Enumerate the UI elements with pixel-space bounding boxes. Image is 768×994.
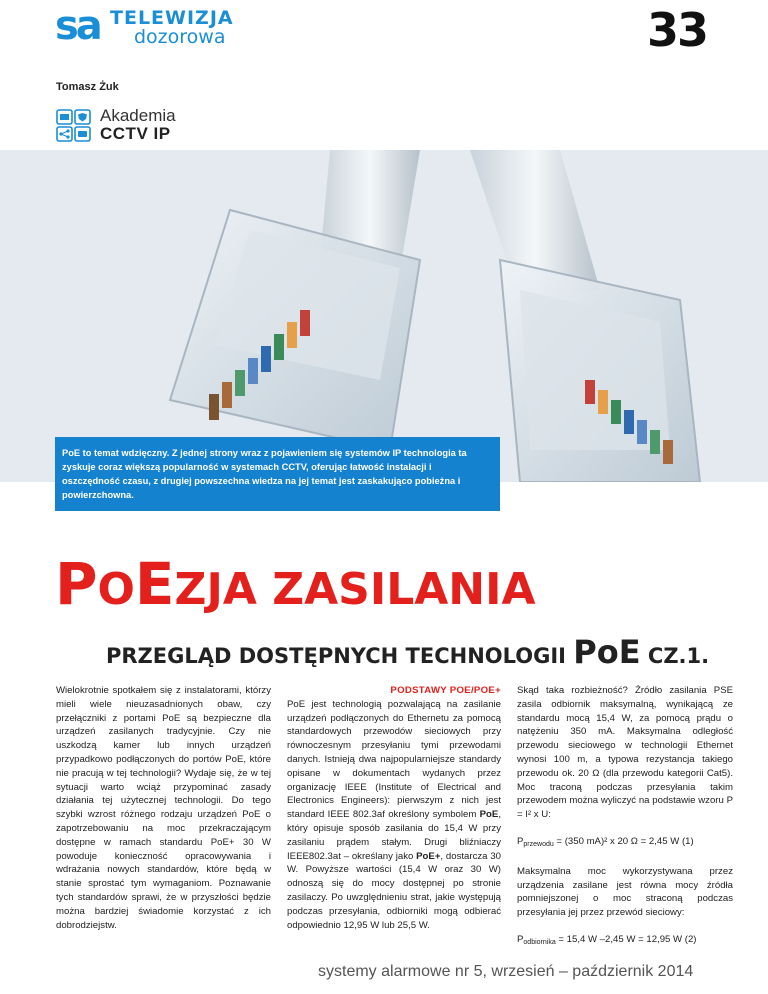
article-subtitle: PRZEGLĄD DOSTĘPNYCH TECHNOLOGII PoE CZ.1. — [106, 633, 710, 671]
logo-telewizja: TELEWIZJA — [110, 7, 234, 29]
body-column-1: Wielokrotnie spotkałem się z instalatorami, którzy mieli wiele nieuzasadnionych obaw, czy przełączniki z portami PoE są bezpieczne dla urządzeń zasilanych tradycyjnie. Czy nie uszkodzą kamer lub innych urządzeń przypadkowo podłączonych do portów PoE, które nie pracują w tej technologii? Wydaje się, że w tej sytuacji warto wciąż przypominać zasady działania tej użytecznej technologii. Do tego szybki wzrost różnego rodzaju urządzeń PoE o zapotrzebowaniu na moc przekraczającym dostępne w ramach standardu PoE+ 30 W powoduje konieczność opracowywania i wdrażania nowych standardów, które będą w stanie sprostać tym wymaganiom. Poznawanie tych standardów sprawi, że w przyszłości będzie można bardziej świadomie korzystać z ich dobrodziejstw. — [56, 685, 271, 931]
body-column-3 — [517, 684, 733, 963]
page-number-box — [620, 0, 734, 60]
lead-text: PoE to temat wdzięczny. Z jednej strony wraz z pojawieniem się systemów IP technologia ta zyskuje coraz większą popularność w systemach CCTV, oferując łatwość instalacji i oszczędność czasu, z drugiej powszechna wiedza na jej temat jest zaskakująco pobieżna i powierzchowna. — [62, 448, 467, 500]
formula-2: $P_{odbiornika} = 15,4$ W –2,45 W = 12,95 W (2) — [517, 933, 697, 946]
section-heading: PODSTAWY POE/POE+ — [390, 685, 501, 696]
akademia-icons — [56, 109, 92, 143]
article-title: POEZJA ZASILANIA — [55, 550, 536, 618]
paragraph: Maksymalna moc wykorzystywana przez urządzenia zasilane jest równa mocy źródła pomniejszonej o moc straconą podczas przesyłania jej przez przewód sieciowy: — [517, 865, 733, 919]
shield-icon — [75, 110, 90, 124]
monitor-icon — [57, 110, 72, 124]
cctv-ip-label: CCTV IP — [100, 124, 171, 143]
footer-magazine-info: systemy alarmowe nr 5, wrzesień – październik 2014 — [318, 963, 694, 980]
akademia-label: Akademia — [100, 106, 176, 125]
formula-1: $P_{przewodu} = (350$ mA)² x 20 Ω = 2,45 W (1) — [517, 835, 694, 848]
network-icon — [57, 127, 72, 141]
logo-sa: sa — [55, 3, 100, 49]
camera-box-icon — [75, 127, 90, 141]
body-column-2: PODSTAWY POE/POE+ PoE jest technologią pozwalającą na zasilanie urządzeń podłączonych do Ethernetu za pomocą standardowych przewodów sieciowych przy równoczesnym przesyłaniu tymi przewodami danych. Istnieją dwa najpopularniejsze standardy opisane w dokumentach wydanych przez organizację IEEE (Institute of Electrical and Electronics Engineers): pierwszym z nich jest standard IEEE 802.3af określony symbolem PoE, który opisuje sposób zasilania do 15,4 W przy zasilaniu prądem stałym. Drugi bliźniaczy IEEE802.3at – określany jako PoE+, dostarcza 30 W. Powyższe wartości (15,4 W oraz 30 W) odnoszą się do mocy dostępnej po stronie zasilaczy. Po uwzględnieniu strat, jakie występują podczas przesyłania, odbiorniki mogą odbierać odpowiednio 12,95 W lub 25,5 W. — [287, 685, 501, 931]
author-name: Tomasz Żuk — [56, 81, 119, 93]
paragraph: Skąd taka rozbieżność? Źródło zasilania PSE zasila odbiornik maksymalną, wynikającą ze standardu mocą 15,4 W, za pomocą prądu o natężeniu 350 mA. Maksymalna odległość przewodu sieciowego w technologii Ethernet wynosi 100 m, a typowa rezystancja takiego przewodu ok. 20 Ω (dla przewodu kategorii Cat5). Moc traconą podczas przesyłania takim przewodem można wyliczyć na podstawie wzoru P = I² x U: — [517, 685, 733, 821]
rj45-connectors-photo — [0, 150, 768, 482]
logo-dozorowa: dozorowa — [134, 26, 226, 48]
page-number: 33 — [646, 3, 707, 57]
